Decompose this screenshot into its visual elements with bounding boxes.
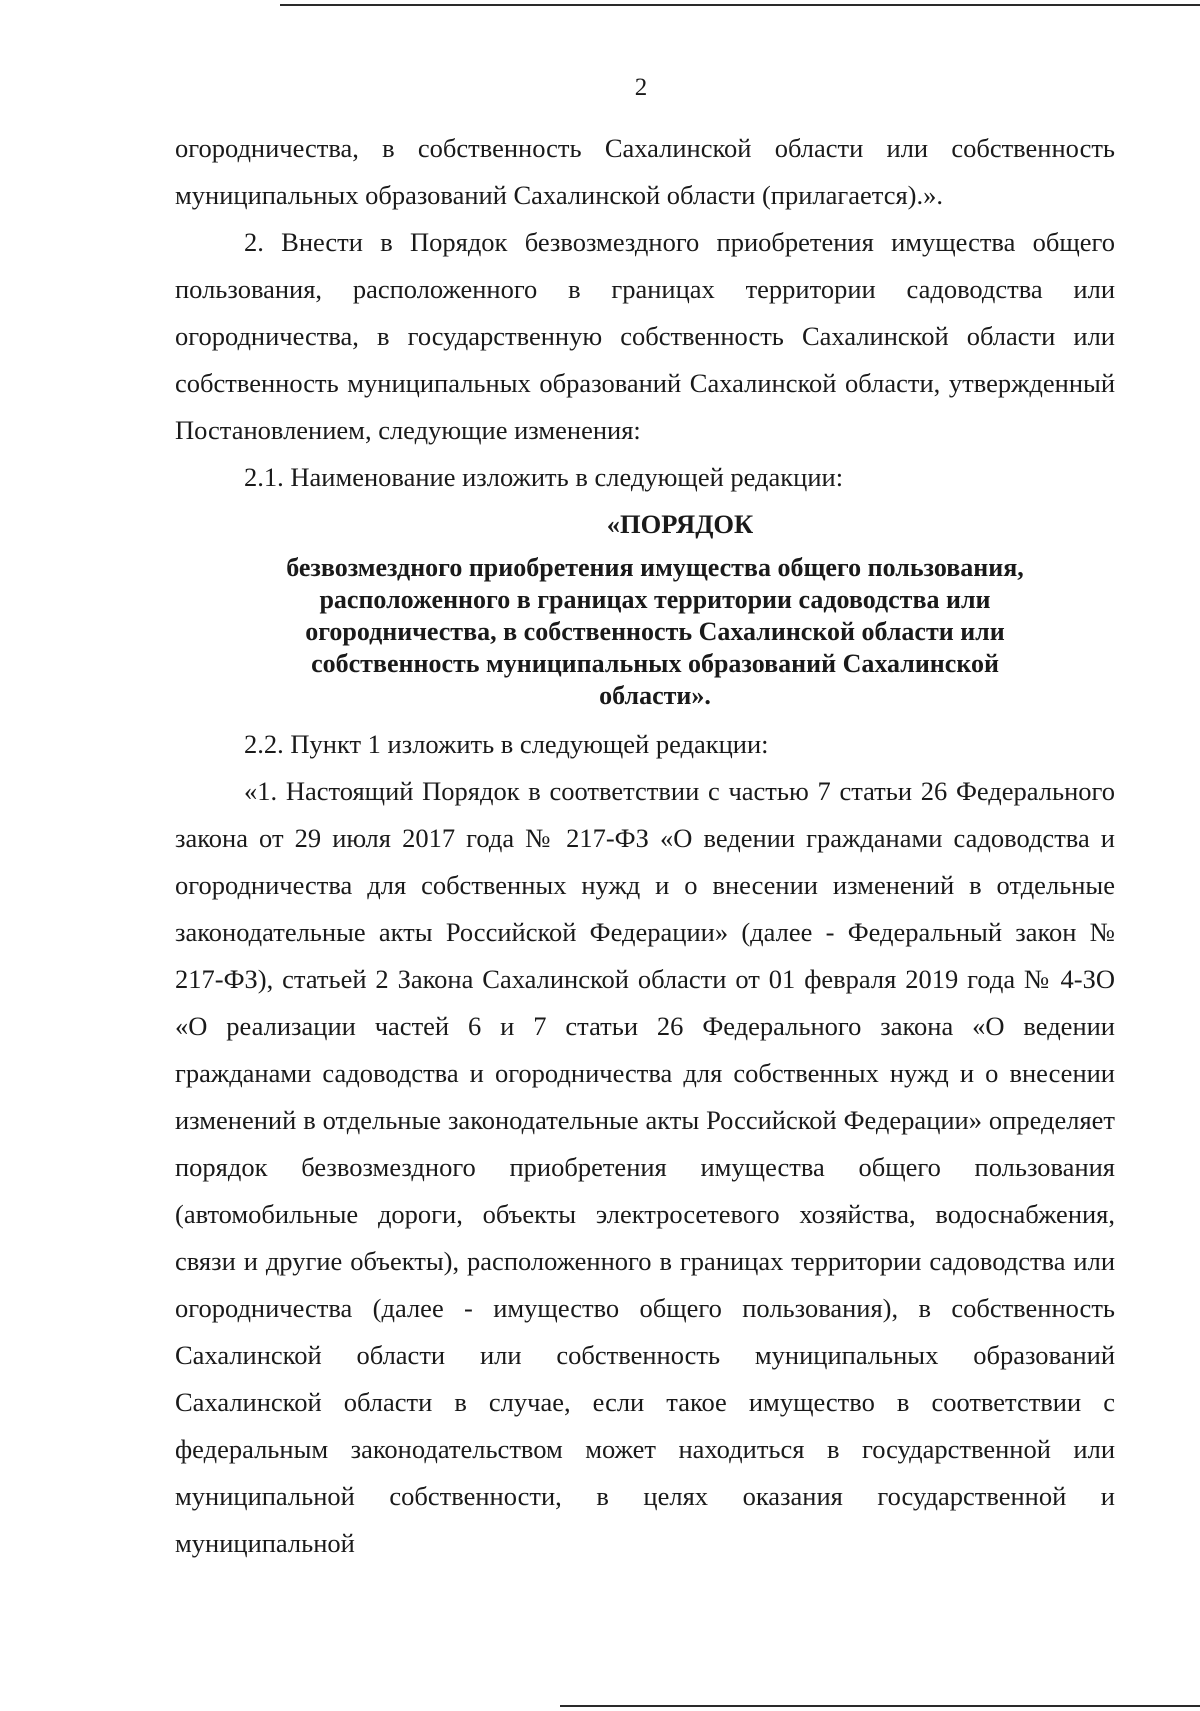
page-number: 2	[634, 74, 648, 101]
procedure-heading-title: «ПОРЯДОК	[606, 509, 754, 539]
scan-edge-bottom	[560, 1705, 1200, 1707]
procedure-heading	[175, 501, 1115, 712]
paragraph-item-2: 2. Внести в Порядок безвозмездного приобретения имущества общего пользования, расположенного в границах территории садоводства или огородничества, в государственную собственность Сахалинской области или собственность муниципальных образований Сахалинской области, утвержденный Постановлением, следующие изменения:	[175, 227, 1115, 445]
document-body	[175, 125, 1115, 1567]
scan-edge-top	[280, 4, 1200, 6]
paragraph-clause-1: «1. Настоящий Порядок в соответствии с частью 7 статьи 26 Федерального закона от 29 июля 2017 года № 217-ФЗ «О ведении гражданами садоводства и огородничества для собственных нужд и о внесении изменений в отдельные законодательные акты Российской Федерации» (далее - Федеральный закон № 217-ФЗ), статьей 2 Закона Сахалинской области от 01 февраля 2019 года № 4-ЗО «О реализации частей 6 и 7 статьи 26 Федерального закона «О ведении гражданами садоводства и огородничества для собственных нужд и о внесении изменений в отдельные законодательные акты Российской Федерации» определяет порядок безвозмездного приобретения имущества общего пользования (автомобильные дороги, объекты электросетевого хозяйства, водоснабжения, связи и другие объекты), расположенного в границах территории садоводства или огородничества (далее - имущество общего пользования), в собственность Сахалинской области или собственность муниципальных образований Сахалинской области в случае, если такое имущество в соответствии с федеральным законодательством может находиться в государственной или муниципальной собственности, в целях оказания государственной и муниципальной	[175, 776, 1115, 1558]
paragraph-continuation: огородничества, в собственность Сахалинской области или собственность муниципальных образований Сахалинской области (прилагается).».	[175, 133, 1115, 210]
procedure-heading-subtitle: безвозмездного приобретения имущества общего пользования, расположенного в границах территории садоводства или огородничества, в собственность Сахалинской области или собственность муниципальных образований Сахалинской области».	[286, 553, 1024, 710]
paragraph-item-2-2: 2.2. Пункт 1 изложить в следующей редакции:	[244, 729, 769, 759]
paragraph-item-2-1: 2.1. Наименование изложить в следующей редакции:	[244, 462, 844, 492]
